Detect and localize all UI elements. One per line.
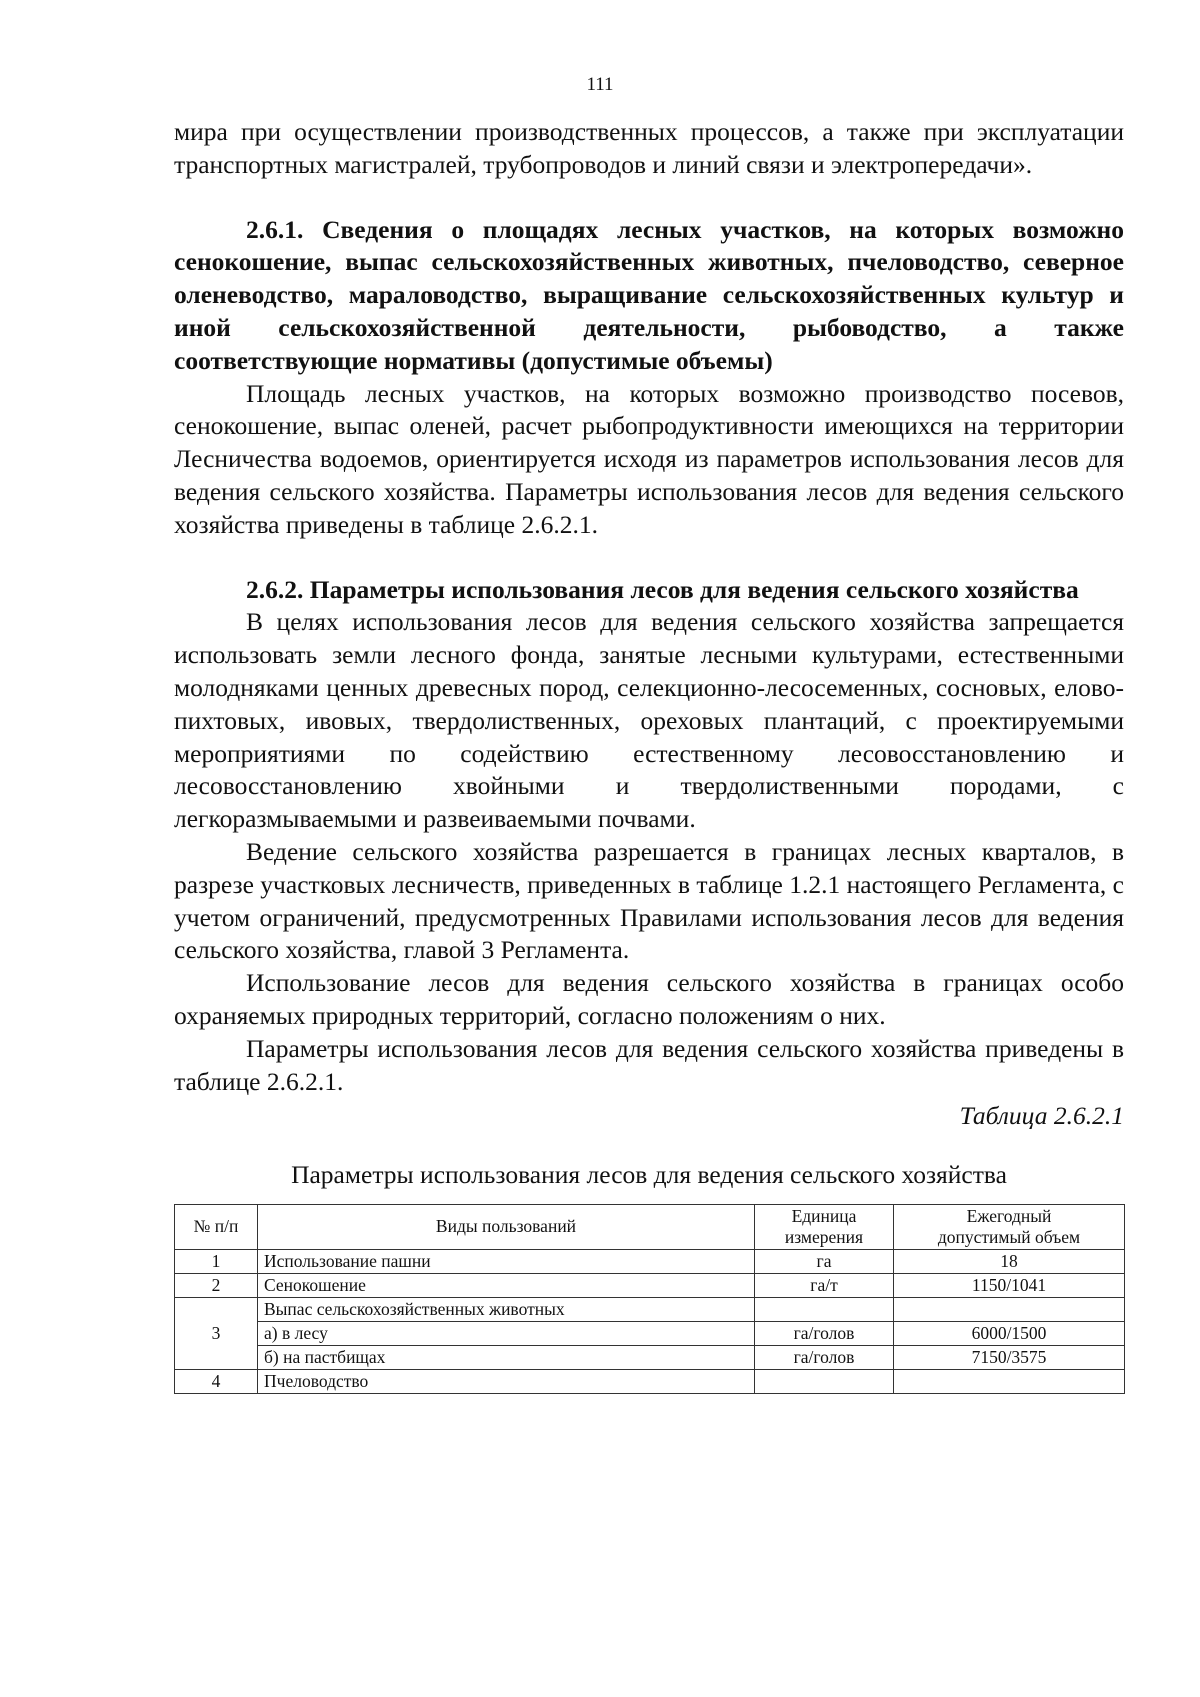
table-row: 2 Сенокошение га/т 1150/1041 <box>175 1273 1125 1297</box>
table-row: а) в лесу га/голов 6000/1500 <box>175 1321 1125 1345</box>
paragraph-continuation: мира при осуществлении производственных процессов, а также при эксплуатации транспортных магистралей, трубопроводов и линий связи и электропередачи». <box>174 117 1124 179</box>
heading-2-6-1: 2.6.1. Сведения о площадях лесных участков, на которых возможно сенокошение, выпас сельскохозяйственных животных, пчеловодство, северное оленеводство, мараловодство, выращивание сельскохозяйственных культур и иной сельскохозяйственной деятельности, рыбоводство, а также соответствующие нормативы (допустимые объемы) <box>174 214 1124 375</box>
table-row: б) на пастбищах га/голов 7150/3575 <box>175 1345 1125 1369</box>
header-unit: Единица измерения <box>755 1204 894 1249</box>
paragraph-table-reference: Параметры использования лесов для ведения сельского хозяйства приведены в таблице 2.6.2.1. <box>174 1033 1124 1096</box>
header-kind: Виды пользований <box>258 1204 755 1249</box>
table-row: 1 Использование пашни га 18 <box>175 1249 1125 1273</box>
header-num: № п/п <box>175 1204 258 1249</box>
heading-2-6-2: 2.6.2. Параметры использования лесов для ведения сельского хозяйства <box>246 574 1079 604</box>
paragraph-permitted: Ведение сельского хозяйства разрешается в границах лесных кварталов, в разрезе участковых лесничеств, приведенных в таблице 1.2.1 настоящего Регламента, с учетом ограничений, предусмотренных Правилами использования лесов для ведения сельского хозяйства, главой 3 Регламента. <box>174 836 1124 965</box>
paragraph-protected-areas: Использование лесов для ведения сельского хозяйства в границах особо охраняемых природных территорий, согласно положениям о них. <box>174 968 1124 1030</box>
table-label: Таблица 2.6.2.1 <box>959 1101 1124 1131</box>
parameters-table <box>174 1204 1125 1394</box>
header-volume: Ежегодный допустимый объем <box>894 1204 1125 1249</box>
table-header-row <box>175 1204 1125 1249</box>
table-row: 4 Пчеловодство <box>175 1369 1125 1393</box>
paragraph-prohibitions: В целях использования лесов для ведения сельского хозяйства запрещается использовать земли лесного фонда, занятые лесными культурами, естественными молодняками ценных древесных пород, селекционно-лесосеменных, сосновых, елово-пихтовых, ивовых, твердолиственных, ореховых плантаций, с проектируемыми мероприятиями по содействию естественному лесовосстановлению и лесовосстановлению хвойными и твердолиственными породами, с легкоразмываемыми и развеиваемыми почвами. <box>174 607 1124 834</box>
document-body <box>174 116 1124 1394</box>
table-row: 3 Выпас сельскохозяйственных животных <box>175 1297 1125 1321</box>
paragraph-area-description: Площадь лесных участков, на которых возможно производство посевов, сенокошение, выпас оленей, расчет рыбопродуктивности имеющихся на территории Лесничества водоемов, ориентируется исходя из параметров использования лесов для ведения сельского хозяйства. Параметры использования лесов для ведения сельского хозяйства приведены в таблице 2.6.2.1. <box>174 378 1124 539</box>
table-title: Параметры использования лесов для ведения сельского хозяйства <box>291 1160 1007 1190</box>
page-number: 111 <box>586 74 614 95</box>
